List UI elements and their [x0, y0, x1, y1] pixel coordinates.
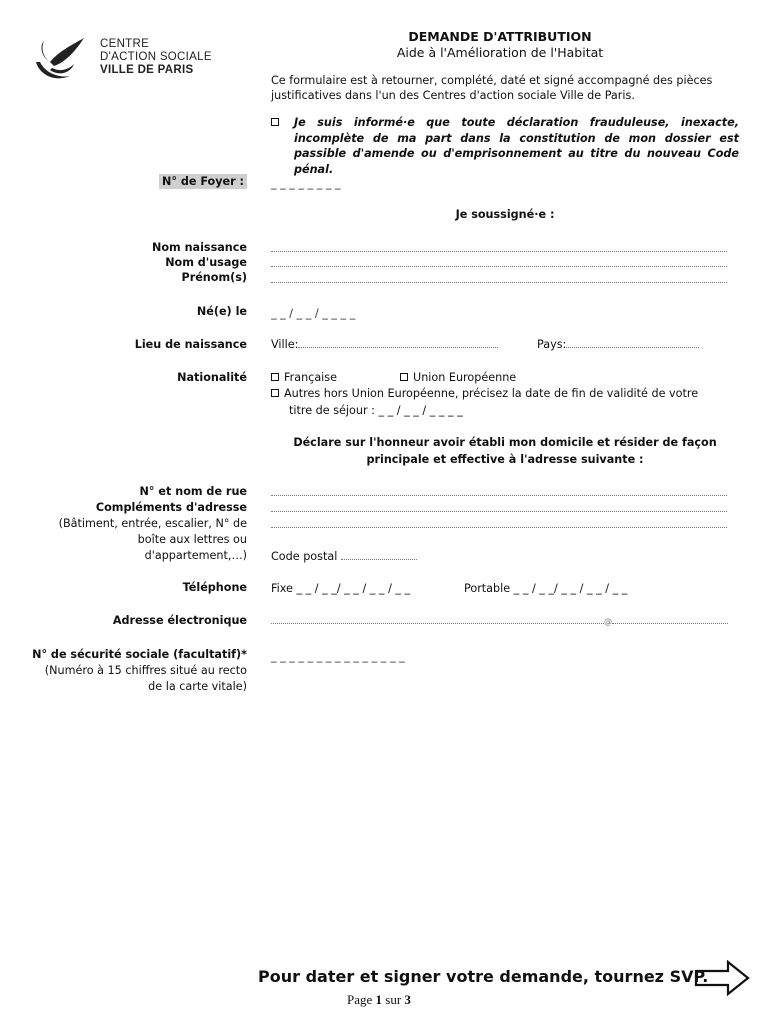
birth-country-field[interactable] — [537, 337, 699, 352]
form-subtitle: Aide à l'Amélioration de l'Habitat — [396, 45, 604, 60]
form-title: DEMANDE D'ATTRIBUTION — [408, 29, 592, 44]
checkbox-hors-ue[interactable] — [271, 389, 279, 397]
declare-line-2: principale et effective à l'adresse suivante : — [366, 453, 644, 466]
complements-note-1: (Bâtiment, entrée, escalier, N° de — [58, 517, 247, 530]
checkbox-francaise[interactable] — [271, 373, 279, 381]
titre-sejour-field[interactable]: titre de séjour : _ _ / _ _ / _ _ _ _ — [289, 404, 463, 417]
rue-label: N° et nom de rue — [139, 485, 247, 498]
fraud-acknowledgement-checkbox[interactable] — [271, 118, 279, 126]
intro-text: Ce formulaire est à retourner, complété, daté et signé accompagné des pièces justificatives dans l'un des Centres d'action sociale Ville de Paris. — [271, 74, 713, 102]
soussigne-heading: Je soussigné·e : — [455, 208, 555, 221]
at-sign: @ — [604, 617, 612, 626]
org-line-2: D'ACTION SOCIALE — [100, 51, 212, 63]
birthdate-input[interactable]: _ _ / _ _ / _ _ _ _ — [271, 307, 356, 320]
rue-input[interactable] — [271, 495, 727, 496]
declare-line-1: Déclare sur l'honneur avoir établi mon domicile et résider de façon — [293, 436, 717, 449]
nationalite-label: Nationalité — [177, 371, 247, 384]
org-line-1: CENTRE — [100, 38, 150, 50]
org-line-3: VILLE DE PARIS — [100, 64, 194, 76]
nationality-ue-option[interactable]: Union Européenne — [400, 370, 516, 385]
secu-note-1: (Numéro à 15 chiffres situé au recto — [44, 664, 247, 677]
complements-note-3: d'appartement,…) — [144, 549, 247, 562]
nom-naissance-label: Nom naissance — [151, 241, 247, 254]
warning-text: Je suis informé·e que toute déclaration frauduleuse, inexacte, incomplète de ma part dans la constitution de mon dossier est passible d'amende ou d'emprisonnement au titre du nouveau Code pénal. — [294, 116, 739, 176]
birthplace-label: Lieu de naissance — [134, 338, 247, 351]
nom-usage-label: Nom d'usage — [165, 256, 247, 269]
ville-label: Ville: — [271, 338, 299, 351]
complements-input-1[interactable] — [271, 511, 727, 512]
secu-note-2: de la carte vitale) — [148, 680, 247, 693]
birthdate-label: Né(e) le — [196, 305, 247, 318]
secu-label: N° de sécurité sociale (facultatif)* — [32, 648, 247, 661]
nationality-hors-ue-option[interactable]: Autres hors Union Européenne, précisez la date de fin de validité de votre — [271, 386, 698, 401]
tel-portable-input[interactable]: Portable _ _ / _ _/ _ _ / _ _ / _ _ — [464, 582, 628, 595]
dove-logo-icon — [30, 32, 92, 86]
secu-input[interactable]: _ _ _ _ _ _ _ _ _ _ _ _ _ _ _ — [271, 650, 405, 663]
foyer-label: N° de Foyer : — [159, 174, 247, 189]
nom-naissance-input[interactable] — [271, 251, 727, 252]
code-postal-field[interactable] — [271, 549, 417, 564]
pays-label: Pays: — [537, 338, 567, 351]
code-postal-label: Code postal — [271, 550, 338, 563]
checkbox-ue[interactable] — [400, 373, 408, 381]
footer-instruction: Pour dater et signer votre demande, tournez SVP. — [258, 967, 709, 986]
complements-label: Compléments d'adresse — [95, 501, 247, 514]
telephone-label: Téléphone — [182, 581, 247, 594]
page-indicator: Page 1 sur 3 — [347, 992, 411, 1007]
complements-input-2[interactable] — [271, 527, 727, 528]
arrow-right-icon — [694, 960, 750, 996]
complements-note-2: boîte aux lettres ou — [137, 533, 247, 546]
tel-fixe-input[interactable]: Fixe _ _ / _ _/ _ _ / _ _ / _ _ — [271, 582, 411, 595]
nationality-francaise-option[interactable]: Française — [271, 370, 337, 385]
prenom-input[interactable] — [271, 282, 727, 283]
foyer-input[interactable]: _ _ _ _ _ _ _ _ — [271, 177, 341, 190]
birth-city-field[interactable] — [271, 337, 498, 352]
email-label: Adresse électronique — [112, 614, 247, 627]
nom-usage-input[interactable] — [271, 266, 727, 267]
prenom-label: Prénom(s) — [181, 271, 247, 284]
email-input[interactable] — [271, 613, 728, 629]
